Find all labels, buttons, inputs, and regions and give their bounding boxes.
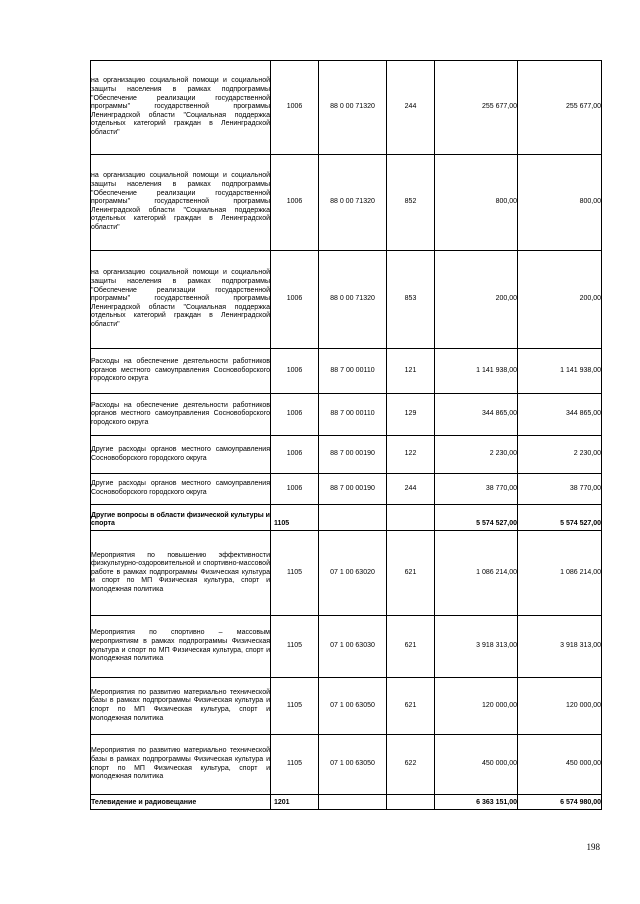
table-row (91, 678, 602, 735)
section-code: 1105 (271, 616, 319, 678)
target-article: 88 7 00 00190 (319, 474, 387, 505)
target-article: 88 0 00 71320 (319, 251, 387, 349)
expense-type: 852 (387, 155, 435, 251)
table-row (91, 251, 602, 349)
budget-table (90, 60, 602, 810)
target-article: 07 1 00 63030 (319, 616, 387, 678)
amount-approved: 3 918 313,00 (518, 616, 602, 678)
section-code: 1006 (271, 155, 319, 251)
row-description: Мероприятия по развитию материально технической базы в рамках подпрограммы Физическая культура и спорт по МП Физическая культура, спорт и молодежная политика (91, 735, 271, 795)
amount-approved: 38 770,00 (518, 474, 602, 505)
row-description: на организацию социальной помощи и социальной защиты населения в рамках подпрограммы "Обеспечение реализации государственной программы" государственной программы Ленинградской области "Социальная поддержка отдельных категорий граждан в Ленинградской области" (91, 251, 271, 349)
row-description: Расходы на обеспечение деятельности работников органов местного самоуправления Сосновоборского городского округа (91, 349, 271, 394)
target-article: 88 0 00 71320 (319, 155, 387, 251)
row-description: Расходы на обеспечение деятельности работников органов местного самоуправления Сосновоборского городского округа (91, 394, 271, 436)
target-article: 88 7 00 00110 (319, 394, 387, 436)
amount-plan: 1 086 214,00 (435, 531, 518, 616)
expense-type: 122 (387, 436, 435, 474)
amount-plan: 200,00 (435, 251, 518, 349)
table-row (91, 349, 602, 394)
amount-approved: 5 574 527,00 (518, 505, 602, 531)
amount-approved: 1 141 938,00 (518, 349, 602, 394)
target-article: 88 7 00 00190 (319, 436, 387, 474)
amount-plan: 255 677,00 (435, 61, 518, 155)
amount-plan: 1 141 938,00 (435, 349, 518, 394)
amount-approved: 800,00 (518, 155, 602, 251)
target-article: 88 7 00 00110 (319, 349, 387, 394)
section-code: 1006 (271, 349, 319, 394)
section-code: 1105 (271, 531, 319, 616)
table-row (91, 616, 602, 678)
expense-type: 622 (387, 735, 435, 795)
table-row (91, 436, 602, 474)
expense-type: 244 (387, 61, 435, 155)
expense-type (387, 505, 435, 531)
table-row-subtotal (91, 795, 602, 810)
amount-plan: 6 363 151,00 (435, 795, 518, 810)
expense-type: 129 (387, 394, 435, 436)
target-article: 88 0 00 71320 (319, 61, 387, 155)
amount-plan: 120 000,00 (435, 678, 518, 735)
row-description: на организацию социальной помощи и социальной защиты населения в рамках подпрограммы "Обеспечение реализации государственной программы" государственной программы Ленинградской области "Социальная поддержка отдельных категорий граждан в Ленинградской области" (91, 61, 271, 155)
section-code: 1201 (271, 795, 319, 810)
page-number: 198 (586, 842, 600, 852)
table-row (91, 155, 602, 251)
amount-approved: 120 000,00 (518, 678, 602, 735)
section-code: 1105 (271, 735, 319, 795)
table-row-subtotal (91, 505, 602, 531)
section-code: 1006 (271, 436, 319, 474)
target-article (319, 795, 387, 810)
target-article: 07 1 00 63050 (319, 678, 387, 735)
row-description: Другие вопросы в области физической культуры и спорта (91, 505, 271, 531)
table-row (91, 394, 602, 436)
table-row (91, 61, 602, 155)
target-article: 07 1 00 63020 (319, 531, 387, 616)
target-article (319, 505, 387, 531)
expense-type: 621 (387, 616, 435, 678)
amount-plan: 3 918 313,00 (435, 616, 518, 678)
section-code: 1006 (271, 61, 319, 155)
expense-type: 621 (387, 531, 435, 616)
amount-approved: 200,00 (518, 251, 602, 349)
amount-approved: 1 086 214,00 (518, 531, 602, 616)
table-row (91, 735, 602, 795)
expense-type (387, 795, 435, 810)
section-code: 1105 (271, 678, 319, 735)
expense-type: 244 (387, 474, 435, 505)
section-code: 1105 (271, 505, 319, 531)
section-code: 1006 (271, 394, 319, 436)
table-row (91, 531, 602, 616)
section-code: 1006 (271, 474, 319, 505)
row-description: Телевидение и радиовещание (91, 795, 271, 810)
amount-approved: 450 000,00 (518, 735, 602, 795)
expense-type: 621 (387, 678, 435, 735)
row-description: Мероприятия по спортивно – массовым мероприятиям в рамках подпрограммы Физическая культура и спорт по МП Физическая культура, спорт и молодежная политика (91, 616, 271, 678)
amount-plan: 450 000,00 (435, 735, 518, 795)
amount-plan: 5 574 527,00 (435, 505, 518, 531)
amount-approved: 2 230,00 (518, 436, 602, 474)
row-description: Другие расходы органов местного самоуправления Сосновоборского городского округа (91, 474, 271, 505)
amount-plan: 800,00 (435, 155, 518, 251)
amount-approved: 344 865,00 (518, 394, 602, 436)
amount-plan: 2 230,00 (435, 436, 518, 474)
row-description: Мероприятия по развитию материально технической базы в рамках подпрограммы Физическая культура и спорт по МП Физическая культура, спорт и молодежная политика (91, 678, 271, 735)
amount-approved: 6 574 980,00 (518, 795, 602, 810)
amount-plan: 38 770,00 (435, 474, 518, 505)
expense-type: 121 (387, 349, 435, 394)
row-description: на организацию социальной помощи и социальной защиты населения в рамках подпрограммы "Обеспечение реализации государственной программы" государственной программы Ленинградской области "Социальная поддержка отдельных категорий граждан в Ленинградской области" (91, 155, 271, 251)
row-description: Другие расходы органов местного самоуправления Сосновоборского городского округа (91, 436, 271, 474)
table-row (91, 474, 602, 505)
amount-plan: 344 865,00 (435, 394, 518, 436)
expense-type: 853 (387, 251, 435, 349)
amount-approved: 255 677,00 (518, 61, 602, 155)
target-article: 07 1 00 63050 (319, 735, 387, 795)
row-description: Мероприятия по повышению эффективности физкультурно-оздоровительной и спортивно-массовой работе в рамках подпрограммы Физическая культура и спорт по МП Физическая культура, спорт и молодежная политика (91, 531, 271, 616)
section-code: 1006 (271, 251, 319, 349)
